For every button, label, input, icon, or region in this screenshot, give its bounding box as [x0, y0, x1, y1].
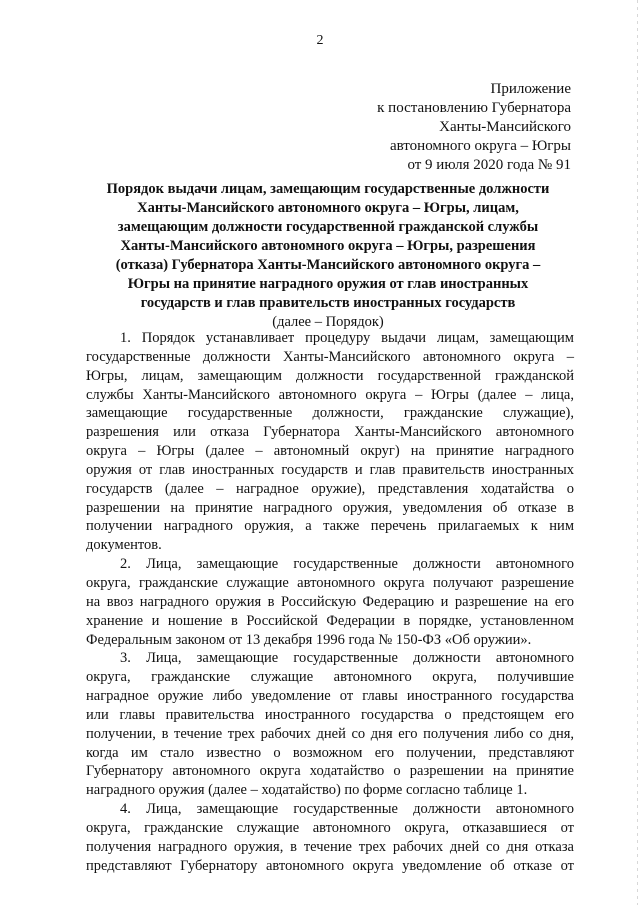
document-body [86, 329, 574, 875]
title-line: государств и глав правительств иностранных государств [140, 295, 516, 311]
text-line: наградное оружие либо уведомление от главы иностранного государства [86, 688, 574, 705]
text-line: получении, в течение трех рабочих дней со дня его получения либо со дня, [86, 725, 574, 742]
text-line: получении наградного оружия, а также перечень прилагаемых к ним [86, 518, 574, 535]
text-line: разрешения или отказа Губернатора Ханты-Мансийского автономного [86, 424, 574, 441]
text-line: государственные должности Ханты-Мансийского автономного округа – [86, 348, 574, 365]
appendix-header [331, 80, 571, 175]
title-subtitle: (далее – Порядок) [272, 314, 384, 330]
appendix-line: автономного округа – Югры [389, 138, 571, 154]
appendix-line: Ханты-Мансийского [439, 119, 571, 135]
title-line: Порядок выдачи лицам, замещающим государственные должности [106, 181, 550, 197]
appendix-line: к постановлению Губернатора [377, 100, 571, 116]
text-line: службы Ханты-Мансийского автономного округа – Югры (далее – лица, [86, 386, 574, 403]
text-line: документов. [86, 537, 162, 554]
title-line: Югры на принятие наградного оружия от глав иностранных [127, 276, 529, 292]
text-line: когда им стало известно о возможном его получении, представляют [86, 744, 574, 761]
paragraph-4 [86, 800, 574, 875]
text-line: на ввоз наградного оружия в Российскую Федерацию и разрешение на его [86, 593, 574, 610]
text-line: наградного оружия (далее – ходатайство) по форме согласно таблице 1. [86, 782, 528, 799]
appendix-line: Приложение [490, 81, 571, 97]
title-line: Ханты-Мансийского автономного округа – Югры, разрешения [120, 238, 536, 254]
paragraph-1 [86, 329, 574, 555]
paragraph-2 [86, 555, 574, 649]
text-line: разрешении на принятие наградного оружия, уведомления об отказе в [86, 499, 574, 516]
scan-edge-shadow [637, 0, 638, 905]
text-line: Югры, лицам, замещающим должности государственной гражданской [86, 367, 574, 384]
text-line: хранение и ношение в Российской Федерации в порядке, установленном [86, 612, 574, 629]
document-title [90, 180, 566, 332]
text-line: округа, гражданские служащие автономного округа, получившие [86, 669, 574, 686]
text-line: Федеральным законом от 13 декабря 1996 года № 150-ФЗ «Об оружии». [86, 631, 532, 648]
text-line: 4. Лица, замещающие государственные должности автономного [120, 801, 574, 818]
text-line: Губернатору автономного округа ходатайство о разрешении на принятие [86, 763, 574, 780]
text-line: оружия от глав иностранных государств и глав правительств иностранных [86, 461, 574, 478]
title-line: (отказа) Губернатора Ханты-Мансийского автономного округа – [115, 257, 541, 273]
text-line: 1. Порядок устанавливает процедуру выдачи лицам, замещающим [120, 330, 574, 346]
title-line: замещающим должности государственной гражданской службы [117, 219, 539, 235]
text-line: замещающие государственные должности, гражданские служащие), [86, 405, 574, 422]
title-line: Ханты-Мансийского автономного округа – Югры, лицам, [137, 200, 519, 216]
appendix-line: от 9 июля 2020 года № 91 [407, 157, 571, 173]
text-line: округа – Югры (далее – автономный округ) на принятие наградного [86, 443, 574, 460]
text-line: представляют Губернатору автономного округа уведомление об отказе от [86, 857, 574, 874]
paragraph-3 [86, 649, 574, 800]
text-line: государств (далее – наградное оружие), представления ходатайства о [86, 480, 574, 497]
text-line: или главы правительства иностранного государства о предстоящем его [86, 706, 574, 723]
text-line: округа, гражданские служащие автономного округа, отказавшиеся от [86, 819, 574, 836]
text-line: округа, гражданские служащие автономного округа получают разрешение [86, 574, 574, 591]
page-number: 2 [316, 33, 324, 48]
text-line: 2. Лица, замещающие государственные должности автономного [120, 556, 574, 573]
text-line: получения наградного оружия, в течение трех рабочих дней со дня отказа [86, 838, 574, 855]
text-line: 3. Лица, замещающие государственные должности автономного [120, 650, 574, 667]
